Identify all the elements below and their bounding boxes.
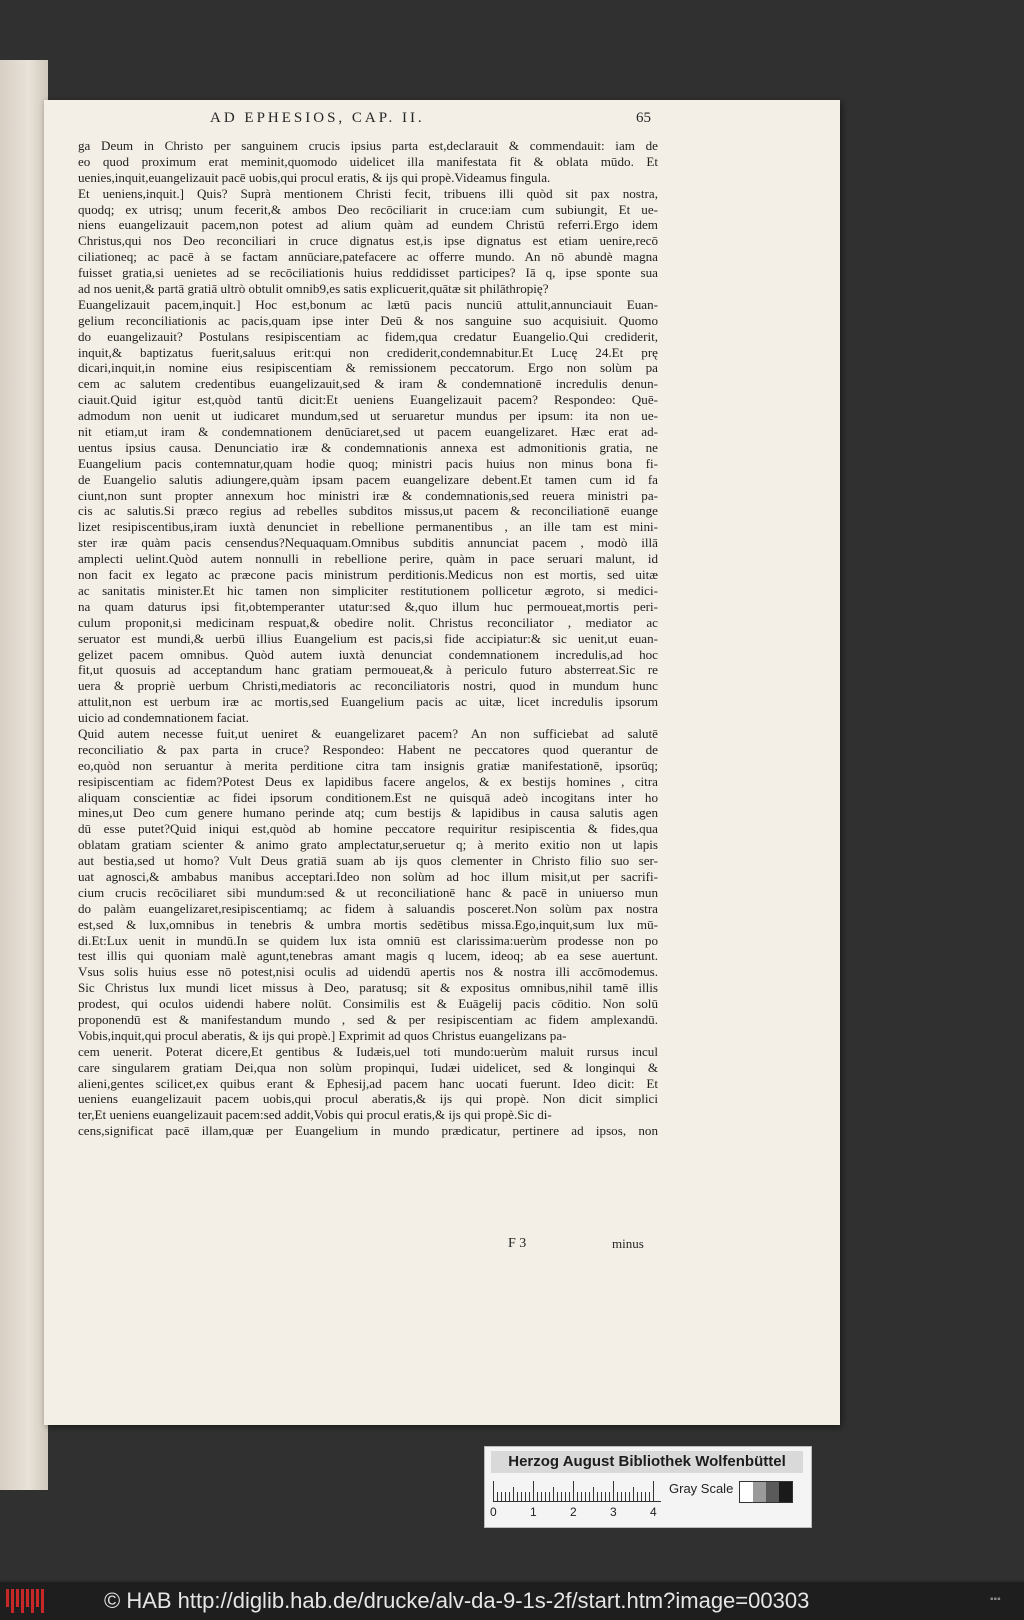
text-line: di.Et:Lux uenit in mundū.In se quidem lux ista omniū est clarissima:uerùm prodesse non po xyxy=(78,932,658,948)
text-line: reconciliatio & pax parta in cruce? Respondeo: Habent ne peccatores quod querantur de xyxy=(78,741,658,757)
ruler-tick xyxy=(533,1481,534,1501)
text-line: mines,ut Deo cum genere humano perinde atq; cum bestijs & lapidibus in causa salutis agen xyxy=(78,805,658,821)
text-line: fuisset gratia,si uenietes ad se recōciliationis huius reddidisset participes? Iā q, ipse sponte sua xyxy=(78,265,658,281)
logo-bar xyxy=(6,1589,9,1607)
text-line: Quid autem necesse fuit,ut ueniret & euangelizaret pacem? An non sufficiebat ad salutē xyxy=(78,725,658,741)
page-number: 65 xyxy=(636,110,651,126)
text-line: na quam daturus ipsi fit,obtemperanter utatur:sed &,quo illum huc permoueat,mortis peri- xyxy=(78,598,658,614)
footer-dots-icon: ▪▪▪ xyxy=(990,1594,1001,1605)
ruler-tick xyxy=(593,1487,594,1501)
text-line: uat agnosci,& ambabus manibus acceptari.Ideo non solùm ad hoc illum misit,ut per sacrifi- xyxy=(78,868,658,884)
ruler-number: 2 xyxy=(570,1505,577,1519)
text-line: attulit,non est uerbum iræ ac mortis,sed Euangelium pacis ac uitæ, licet incredulis ipsorum xyxy=(78,694,658,710)
ruler-tick xyxy=(513,1487,514,1501)
text-line: aut bestia,sed ut homo? Vult Deus gratiā suam ab ijs quos clementer in Christo filio suo ser- xyxy=(78,853,658,869)
text-line: eo,quòd non seruantur à merita perditione citra tam insignis gratiæ manifestationē, ipsorūq; xyxy=(78,757,658,773)
logo-bar xyxy=(41,1589,44,1613)
signature-mark: F 3 xyxy=(508,1236,527,1251)
text-line: cis ac salutis.Si præco regius ad rebelles subditos missus,ut pacem & reconciliationē euange xyxy=(78,503,658,519)
text-line: ter,Et ueniens euangelizauit pacem:sed addit,Vobis qui procul eratis,& ijs qui propè.Sic di- xyxy=(78,1107,552,1123)
logo-bar xyxy=(26,1589,29,1607)
ruler-number: 0 xyxy=(490,1505,497,1519)
text-line: cium crucis recōciliaret sibi mundum:sed & ut reconciliationē hanc & pacē in uniuerso mun xyxy=(78,884,658,900)
text-line: ciliationeq; ac pacē à se factam annūciare,patefacere ac offerre mundo. An nō abundè magna xyxy=(78,249,658,265)
text-line: culum proponit,si medicinam respuat,& obedire nolit. Christus reconciliator , mediator ac xyxy=(78,614,658,630)
ruler-tick xyxy=(565,1492,566,1501)
ruler-tick xyxy=(561,1492,562,1501)
ruler-tick xyxy=(625,1492,626,1501)
library-name: Herzog August Bibliothek Wolfenbüttel xyxy=(491,1451,803,1473)
text-line: quodq; ex utrisq; unum fecerit,& ambos Deo recōciliarit in cruce:iam cum subiungit, Et ue- xyxy=(78,201,658,217)
text-line: uera & propriè uerbum Christi,mediatoris ac reconciliatoris nostri, quod in mundum hunc xyxy=(78,678,658,694)
footer-citation[interactable]: © HAB http://diglib.hab.de/drucke/alv-da-9-1s-2f/start.htm?image=00303 xyxy=(104,1588,810,1613)
grayscale-swatch xyxy=(740,1482,753,1502)
text-line: ga Deum in Christo per sanguinem crucis ipsius parta est,declarauit & commendauit: iam de xyxy=(78,138,658,153)
hab-logo-icon xyxy=(6,1589,46,1613)
ruler-tick xyxy=(645,1492,646,1501)
facing-page-edge xyxy=(0,60,48,1490)
text-line: cem uenerit. Poterat dicere,Et gentibus & Iudæis,uel toti mundo:uerùm maluit rursus incul xyxy=(78,1043,658,1059)
grayscale-swatch xyxy=(766,1482,779,1502)
text-line: ueniens euangelizauit pacem uobis,qui procul aberatis,& ijs qui propè. Non dicit simplici xyxy=(78,1091,658,1107)
ruler-tick xyxy=(653,1481,654,1501)
ruler-tick xyxy=(597,1492,598,1501)
grayscale-bar xyxy=(739,1481,793,1503)
text-line: proponendū est & manifestandum mundo , sed & per resipiscentiam ac fidem amplexandū. xyxy=(78,1011,658,1027)
text-line: prodest, qui oculos uidendi habere nolūt. Consimilis est & Euāgelij pacis cōditio. Non solū xyxy=(78,996,658,1012)
text-line: ad nos uenit,& partā gratiā ultrò obtulit omnib9,es satis explicuerit,quātæ sit philāthropię? xyxy=(78,281,549,297)
ruler-tick xyxy=(509,1492,510,1501)
text-line: Sic Christus lux mundi licet missus à Deo, paratusq; sit & expositus omnibus,nihil tamē illis xyxy=(78,980,658,996)
logo-bar xyxy=(16,1589,19,1607)
text-line: amplecti uelint.Quòd autem nonnulli in rebellione perire, quàm in pace seruari malunt, id xyxy=(78,551,658,567)
text-line: resipiscentiam ac fidem?Potest Deus ex lapidibus facere angelos, & ex bestijs homines , citra xyxy=(78,773,658,789)
text-line: aliquam conscientiæ ac fidei ipsorum conditionem.Est ne quisquā adeò incogitans inter ho xyxy=(78,789,658,805)
ruler-tick xyxy=(501,1492,502,1501)
text-line: non facit ex legato ac præcone pacis ministrum perditionis.Medicus non est mortis, sed uitæ xyxy=(78,567,658,583)
text-line: est,sed & lux,omnibus in tenebris & umbra mortis sedētibus missa.Ego,inquit,sum lux mū- xyxy=(78,916,658,932)
text-line: gelium reconciliationis ac pacis,quam ipse inter Deū & nos sanguine suo acquisiuit. Quomo xyxy=(78,312,658,328)
text-line: niens euangelizauit pacem,non potest ad alium quàm ad eundem Christū referri.Ergo idem xyxy=(78,217,658,233)
text-line: ciunt,non sunt propter annexum hoc ministri iræ & condemnationis,sed reuera ministri pa- xyxy=(78,487,658,503)
text-line: inquit,& baptizatus fuerit,saluus erit:qui non crediderit,condemnabitur.Et Lucę 24.Et prę xyxy=(78,344,658,360)
ruler-tick xyxy=(573,1481,574,1501)
ruler-tick xyxy=(549,1492,550,1501)
text-line: Euangelium pacis contemnatur,quam hodie quoq; ministri pacis huius non minus bona fi- xyxy=(78,455,658,471)
text-line: cens,significat pacē illam,quæ per Euangelium in mundo prædicatur, pertinere ad ipsos, non xyxy=(78,1123,658,1139)
ruler-number: 1 xyxy=(530,1505,537,1519)
text-line: ac sanitatis minister.Et hic tamen non simpliciter restitutionem pollicetur ægroto, si medici- xyxy=(78,582,658,598)
logo-bar xyxy=(11,1589,14,1613)
ruler-tick xyxy=(553,1487,554,1501)
library-stamp xyxy=(484,1446,812,1528)
text-column xyxy=(78,138,658,1139)
text-line: eo quod proximum erat meminit,quomodo uidelicet illa manifestata fit & oblata mūdo. Et xyxy=(78,153,658,169)
ruler-tick xyxy=(557,1492,558,1501)
text-line: cem ac salutem credentibus euangelizauit,sed & iram & condemnationē incredulis denun- xyxy=(78,376,658,392)
text-line: Vsus solis huius esse nō potest,nisi oculis ad uidendū apertis nos & nostra illi accōmodemus. xyxy=(78,964,658,980)
ruler-tick xyxy=(621,1492,622,1501)
logo-bar xyxy=(21,1589,24,1613)
text-line: uicio ad condemnationem faciat. xyxy=(78,710,249,726)
text-line: uentus ipsius causa. Denunciatio iræ & condemnationis annexa est admonitionis gratia, ne xyxy=(78,439,658,455)
catchword: minus xyxy=(612,1236,644,1251)
text-line: ster iræ quàm pacis censendus?Nequaquam.Omnibus subditis annunciat pacem , modò illā xyxy=(78,535,658,551)
ruler-tick xyxy=(581,1492,582,1501)
text-line: nit etiam,ut iram & condemnationem denūciaret,sed ut pacem euangelizaret. Hæc erat ad- xyxy=(78,424,658,440)
text-line: dū esse putet?Quid iniqui est,quòd ab homine peccatore requiritur resipiscentia & fides,qua xyxy=(78,821,658,837)
ruler-tick xyxy=(601,1492,602,1501)
ruler-tick xyxy=(517,1492,518,1501)
text-line: lizet resipiscentibus,iram iuxtà denunciet in rebellione permanentibus , an ille tam est mini- xyxy=(78,519,658,535)
ruler-tick xyxy=(585,1492,586,1501)
ruler-tick xyxy=(569,1492,570,1501)
text-line: seruator est mundi,& uerbū illius Euangelium est pacis,si fide accipiatur:& sic uenit,ut euan- xyxy=(78,630,658,646)
text-line: Vobis,inquit,qui procul aberatis, & ijs qui propè.] Exprimit ad quos Christus euangelizans pa- xyxy=(78,1027,567,1043)
ruler-tick xyxy=(577,1492,578,1501)
text-line: de Euangelio salutis adiungere,quàm ipsam pacem euangelizare debent.Et tamen cum id fa xyxy=(78,471,658,487)
running-head: AD EPHESIOS, CAP. II. xyxy=(210,110,425,126)
text-line: admodum non uenit ut iudicaret mundum,sed ut seruaretur mundus per ipsum: ita non ue- xyxy=(78,408,658,424)
ruler-number: 4 xyxy=(650,1505,657,1519)
ruler-tick xyxy=(521,1492,522,1501)
text-line: gelizet pacem omnibus. Quòd autem iuxtà denunciat condemnationem incredulis,ad hoc xyxy=(78,646,658,662)
ruler-tick xyxy=(629,1492,630,1501)
text-line: care singularem gratiam Dei,qua non solùm propinqui, Iudæi uidelicet, sed & longinqui & xyxy=(78,1059,658,1075)
text-line: Euangelizauit pacem,inquit.] Hoc est,bonum ac lætū pacis nunciū attulit,annunciauit Euan- xyxy=(78,296,658,312)
grayscale-swatch xyxy=(753,1482,766,1502)
ruler-tick xyxy=(497,1492,498,1501)
ruler-tick xyxy=(545,1492,546,1501)
grayscale-label: Gray Scale xyxy=(669,1481,734,1496)
ruler-tick xyxy=(613,1481,614,1501)
logo-bar xyxy=(31,1589,34,1613)
footer-bar xyxy=(0,1582,1024,1620)
ruler-number: 3 xyxy=(610,1505,617,1519)
text-line: do palàm euangelizaret,resipiscentiamq; ac fidem à saluandis posceret.Non solùm pax nostra xyxy=(78,900,658,916)
text-line: do euangelizauit? Postulans resipiscentiam ac fidem,qua credatur Euangelio.Qui crediderit, xyxy=(78,328,658,344)
text-line: ciauit.Quid igitur est,quòd tantū dicit:Et ueniens Euangelizauit pacem? Respondeo: Quē- xyxy=(78,392,658,408)
ruler-tick xyxy=(537,1492,538,1501)
ruler-tick xyxy=(641,1492,642,1501)
text-line: oblatam gratiam scienter & animo grato amplectatur,seruetur q; à merito exitio non ut lapis xyxy=(78,837,658,853)
text-line: alieni,gentes scilicet,ex quibus erant & Ephesij,ad pacem hanc uocati fuerunt. Ideo dicit: Et xyxy=(78,1075,658,1091)
text-line: test illis qui quoniam malè agunt,tenebras amant magis q lucem, ideoq; ab ea sese auertunt. xyxy=(78,948,658,964)
text-line: dicari,inquit,in nomine eius resipiscentiam & remissionem peccatorum. Ergo non solùm pa xyxy=(78,360,658,376)
ruler-tick xyxy=(649,1492,650,1501)
ruler-tick xyxy=(525,1492,526,1501)
text-line: uenies,inquit,euangelizauit pacē uobis,qui procul eratis, & ijs qui propè.Videamus fingula. xyxy=(78,169,551,185)
ruler-tick xyxy=(505,1492,506,1501)
ruler-tick xyxy=(633,1487,634,1501)
ruler-tick xyxy=(529,1492,530,1501)
ruler-tick xyxy=(617,1492,618,1501)
text-line: Et ueniens,inquit.] Quis? Suprà mentionem Christi fecit, tribuens illi quòd sit pax nostra, xyxy=(78,185,658,201)
logo-bar xyxy=(36,1589,39,1607)
ruler-tick xyxy=(605,1492,606,1501)
ruler-tick xyxy=(609,1492,610,1501)
grayscale-swatch xyxy=(779,1482,792,1502)
ruler-tick xyxy=(637,1492,638,1501)
ruler-tick xyxy=(493,1481,494,1501)
text-line: Christus,qui nos Deo reconciliari in cruce dignatus est,is ipse dignatus est etiam uenire,recō xyxy=(78,233,658,249)
scale-ruler xyxy=(493,1479,661,1502)
text-line: fit,ut quosuis ad acceptandum hanc gratiam permoueat,& à periculo futuro absterreat.Sic re xyxy=(78,662,658,678)
ruler-tick xyxy=(589,1492,590,1501)
ruler-tick xyxy=(541,1492,542,1501)
